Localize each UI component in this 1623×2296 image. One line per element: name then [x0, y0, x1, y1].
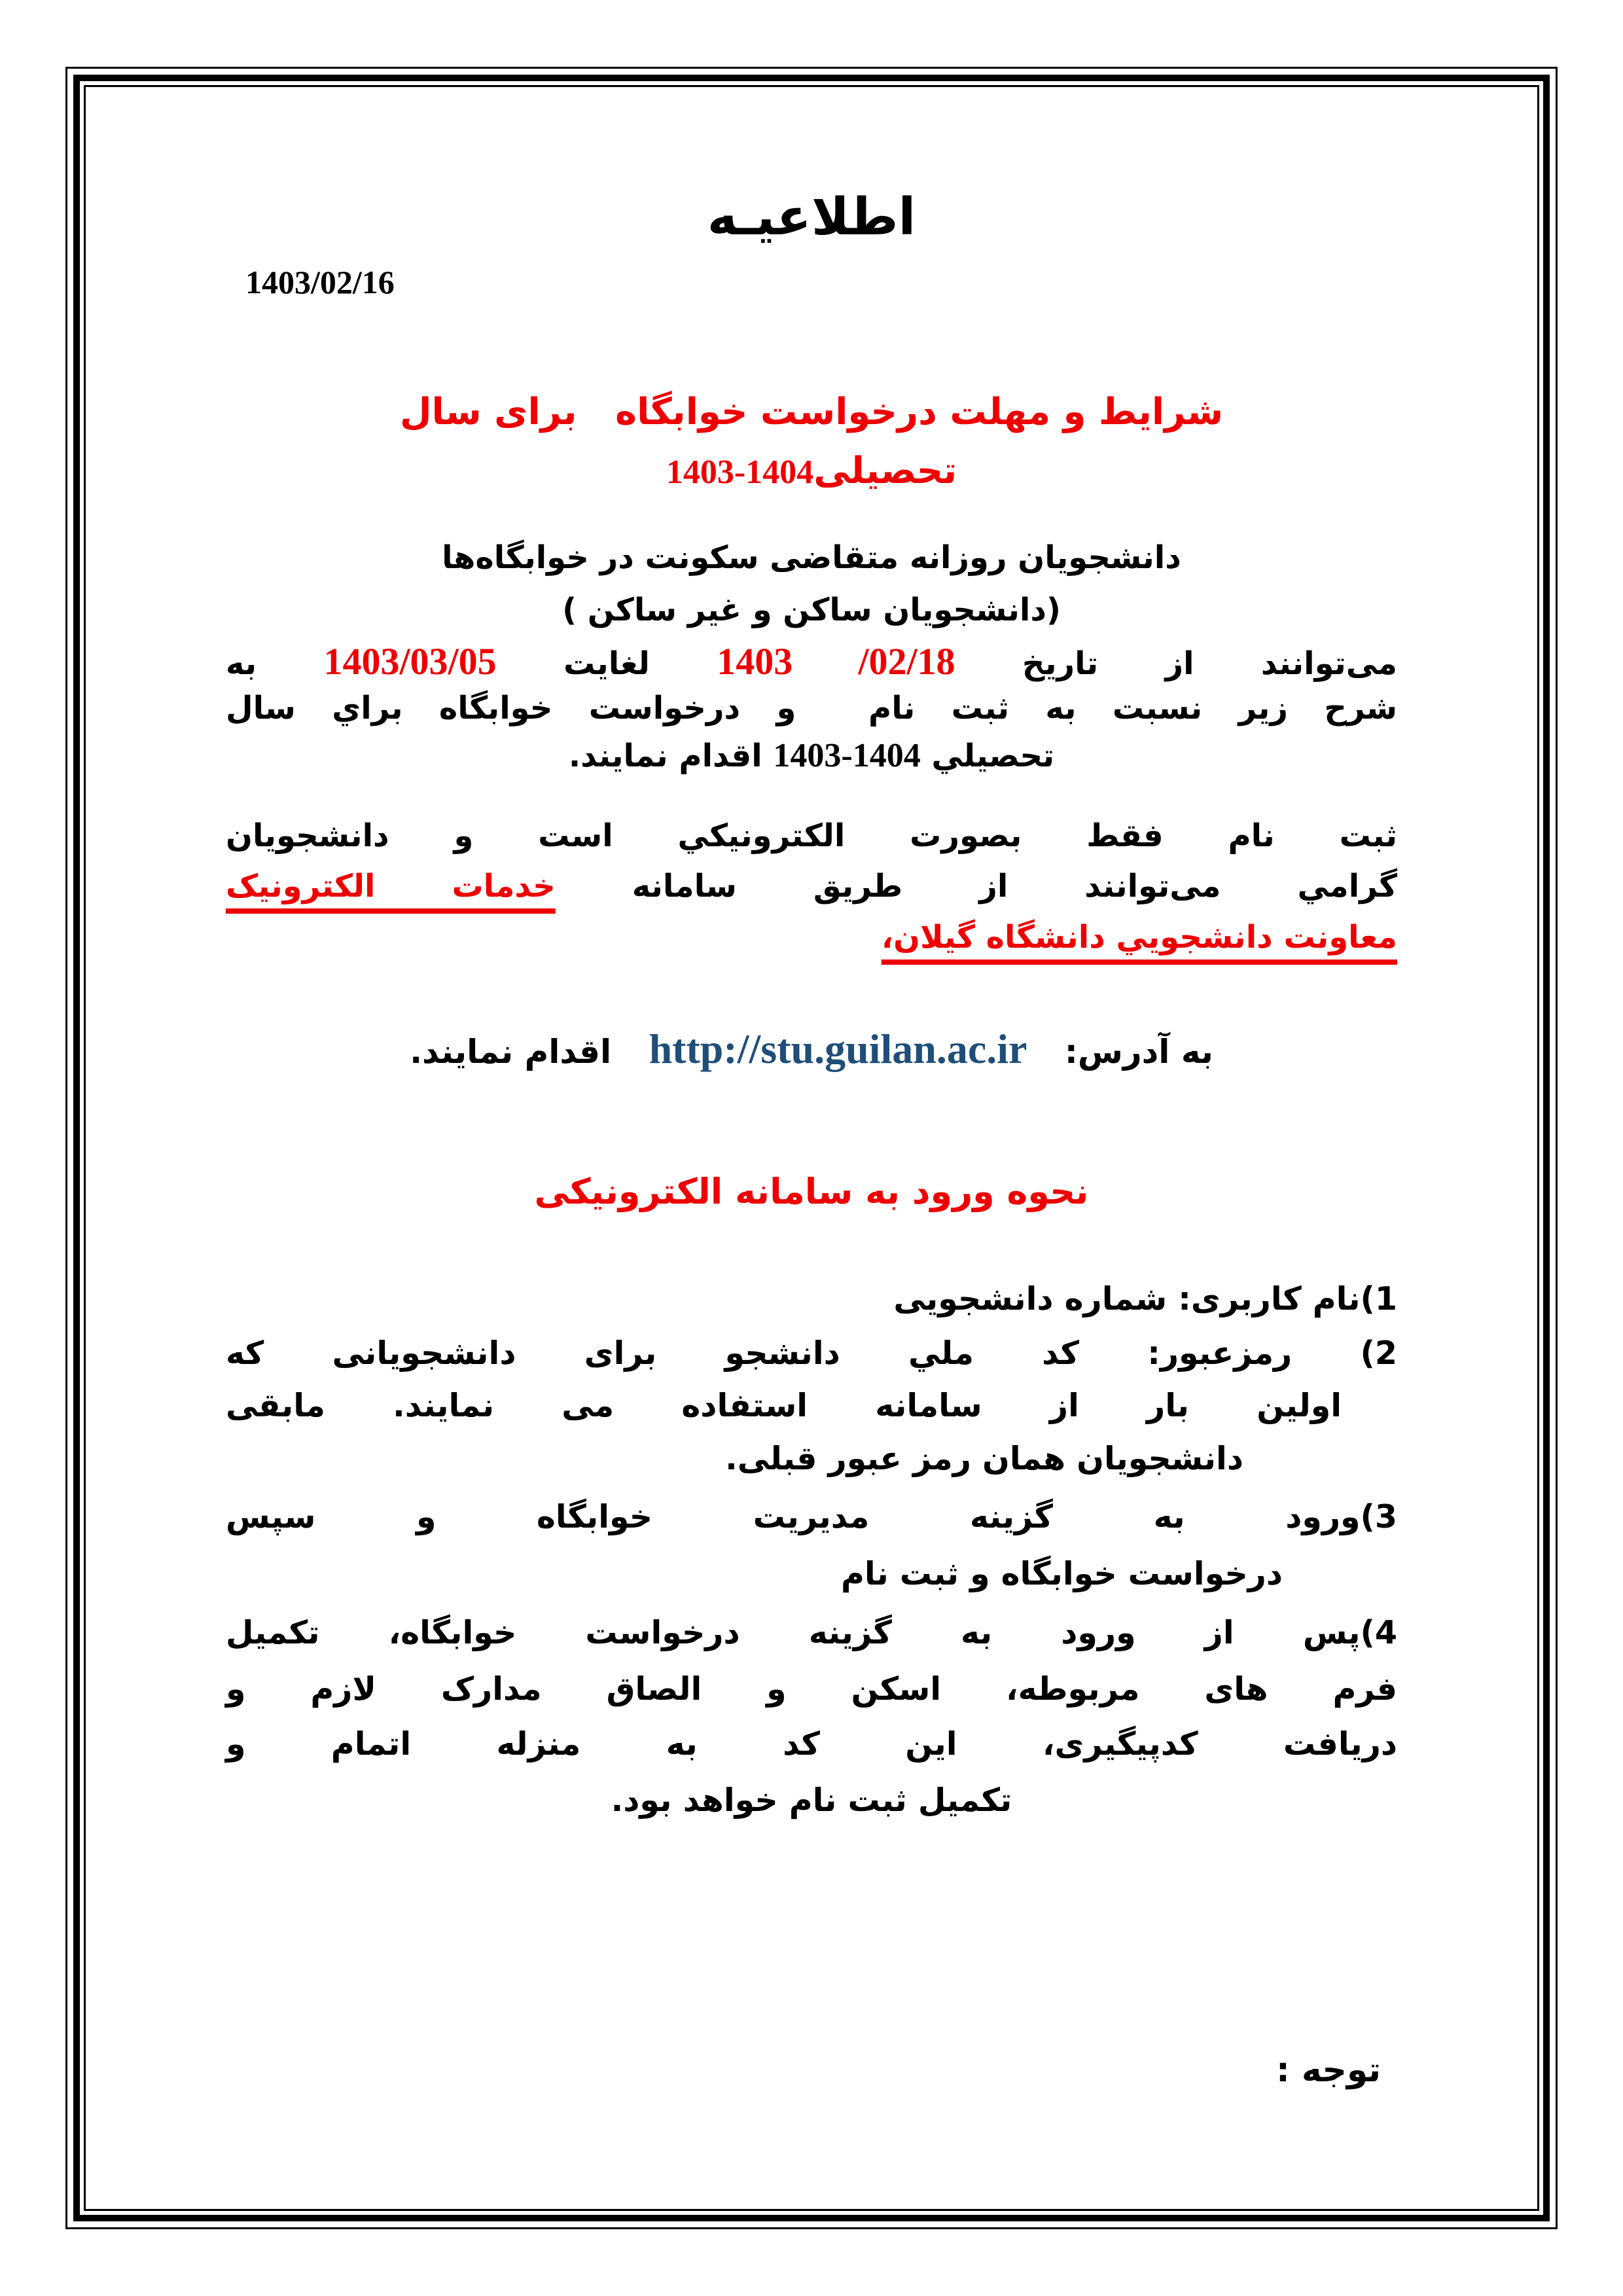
main-heading-line2	[226, 446, 1397, 496]
list-item-4-line4: تکمیل ثبت نام خواهد بود.	[611, 1782, 1012, 1819]
address-line	[226, 1021, 1397, 1077]
heading-years: 1403-1404	[666, 454, 814, 491]
para1-line5-text-a: تحصیلي	[931, 738, 1055, 774]
para2-line2	[226, 865, 1397, 908]
heading-word: تحصیلی	[813, 450, 957, 492]
para1-line5	[226, 733, 1397, 779]
academic-years: 1403-1404	[773, 737, 921, 774]
list-item-3-line1: 3)ورود به گزینه مدیریت خوابگاه و سپس	[226, 1498, 1397, 1535]
portal-url-link[interactable]: http://stu.guilan.ac.ir	[649, 1026, 1027, 1072]
para1-line4: شرح زیر نسبت به ثبت نام و درخواست خوابگاه براي سال	[226, 690, 1397, 726]
list-item-1: 1)نام کاربری: شماره دانشجویی	[893, 1280, 1397, 1318]
para1-line5-text-b: اقدام نمایند.	[568, 738, 762, 774]
student-affairs-highlight: معاونت دانشجویي دانشگاه گیلان،	[881, 919, 1397, 956]
para1-line3-text-c: به	[226, 645, 257, 682]
para2-line1: ثبت نام فقط بصورت الکترونیکي است و دانشجویان	[226, 817, 1397, 854]
list-item-4-line2: فرم های مربوطه، اسکن و الصاق مدارک لازم و	[226, 1670, 1397, 1708]
list-item-3-line2: درخواست خوابگاه و ثبت نام	[841, 1555, 1283, 1592]
para1-line3-text-a: می‌توانند از تاریخ	[1022, 645, 1398, 682]
address-prefix: به آدرس:	[1064, 1033, 1213, 1071]
para1-line3	[226, 636, 1397, 687]
list-item-2-line2: اولین بار از سامانه استفاده می نمایند. مابقی	[226, 1387, 1342, 1424]
list-item-2-line3: دانشجویان همان رمز عبور قبلی.	[725, 1440, 1243, 1477]
start-date: 1403 /02/18	[717, 640, 955, 683]
end-date: 1403/03/05	[323, 640, 497, 683]
list-item-2-line1: 2) رمزعبور: کد ملي دانشجو برای دانشجویانی که	[226, 1335, 1397, 1372]
page-title: اطلاعيـه	[707, 188, 916, 247]
attention-note: توجه :	[1275, 2051, 1381, 2090]
section-heading-login: نحوه ورود به سامانه الکترونیکی	[534, 1171, 1089, 1212]
main-heading-line1: شرایط و مهلت درخواست خوابگاه برای سال	[399, 391, 1224, 433]
para1-line2: (دانشجویان ساکن و غیر ساکن )	[562, 592, 1061, 628]
list-item-4-line1: 4)پس از ورود به گزینه درخواست خوابگاه، تکمیل	[226, 1614, 1397, 1651]
para2-line2-text: گرامي می‌توانند از طریق سامانه	[632, 868, 1397, 905]
para1-line3-text-b: لغایت	[563, 645, 650, 682]
list-item-4-line3: دریافت کدپیگیری، این کد به منزله اتمام و	[226, 1725, 1397, 1763]
address-suffix: اقدام نمایند.	[410, 1033, 612, 1071]
para2-line3	[226, 916, 1397, 959]
para1-line1: دانشجویان روزانه متقاضی سکونت در خوابگاه‌ها	[442, 539, 1181, 576]
electronic-services-highlight: خدمات الکترونیک	[226, 868, 556, 905]
document-date: 1403/02/16	[245, 264, 395, 300]
